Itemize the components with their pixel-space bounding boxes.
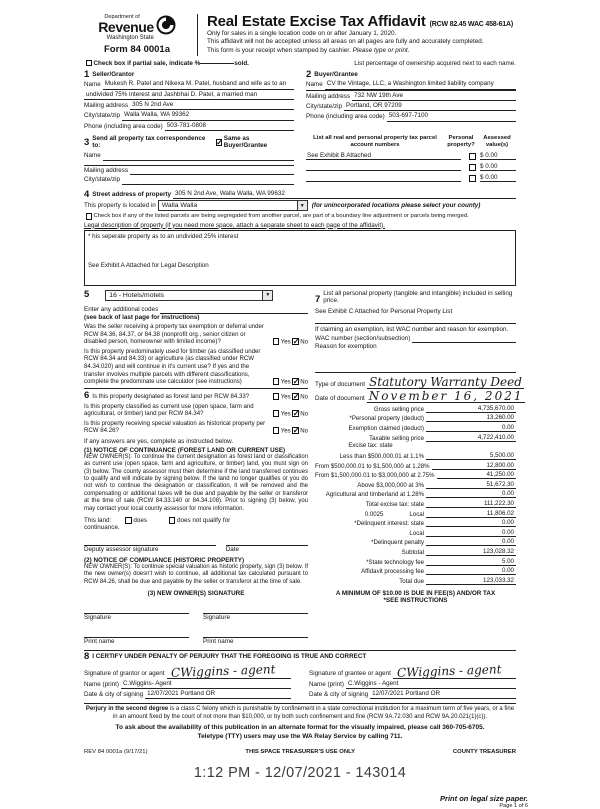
- street-address-label: Street address of property: [92, 190, 172, 198]
- parcel-col1-header: List all real and personal property tax parcel account numbers: [313, 135, 437, 149]
- deputy-signature-input[interactable]: [84, 538, 216, 546]
- partial-sale-label: Check box if partial sale, indicate %: [93, 59, 201, 67]
- alternate-format-notice: To ask about the availability of this publication in an alternate format for the visually impaired, please call 360-705-6705. Teletype (TTY) users may use the WA Relay Service by calling 711.: [115, 724, 485, 740]
- corr-mailing-label: Mailing address: [84, 166, 129, 174]
- parcel-personal-checkbox[interactable]: [469, 175, 476, 182]
- timber-yes-checkbox[interactable]: [273, 378, 280, 385]
- buyer-name-label: Name: [306, 81, 323, 89]
- buyer-phone-input[interactable]: 503-697-7100: [387, 111, 516, 121]
- parcel-personal-checkbox[interactable]: [469, 164, 476, 171]
- parcel-table: [306, 135, 516, 184]
- wac-number-input[interactable]: [412, 342, 516, 343]
- agency-logo-block: [84, 14, 190, 56]
- segregated-label: Check box if any of the listed parcels are being segregated from another parcel, are part of a boundary line adjustment or parcels being merged.: [93, 213, 469, 220]
- question-forest-land: 6 Is this property designated as forest land per RCW 84.33? Yes ✓ No: [84, 391, 308, 401]
- affidavit-form-page: [84, 0, 528, 809]
- buyer-city-label: City/state/zip: [306, 103, 343, 111]
- notice-continuance-body: NEW OWNER(S): To continue the current designation as forest land or classification as current use (open space, farm and agriculture, or timber) land, you must sign on (3) below. The county assessor must then determine if the land transferred continues to qualify and will indicate by signing below. If the land no longer qualifies or you do not wish to continue the designation or classification, it will be removed and the compensating or additional taxes will be due and payable by the seller or transferor at the time of sale (RCW 84.33.140 or 84.34.108). Prior to signing (3) below, you may contact your local county assessor for more information.: [84, 453, 308, 512]
- form-subtitle-3: This form is your receipt when stamped by cashier. Please type or print.: [207, 47, 410, 55]
- same-as-buyer-label: Same as Buyer/Grantee: [223, 135, 268, 150]
- form-header: [84, 14, 516, 56]
- buyer-city-input[interactable]: Portland, OR 97209: [344, 101, 516, 111]
- if-yes-note: If any answers are yes, complete as instructed below.: [84, 437, 234, 445]
- parcel-row: [306, 149, 516, 160]
- wac-number-label: WAC number (section/subsection): [315, 334, 411, 342]
- claiming-exemption-note: If claiming an exemption, list WAC number and reason for exemption.: [315, 325, 509, 333]
- fee-row-total-state: Total excise tax: state 111,222.30: [365, 500, 514, 509]
- grantee-date-city-input[interactable]: 12/07/2021 Portland OR: [370, 689, 516, 699]
- form-subtitle-2: This affidavit will not be accepted unless all areas on all pages are fully and accurately completed.: [207, 38, 484, 46]
- additional-codes-label: Enter any additional codes: [84, 305, 159, 313]
- fee-value[interactable]: 5.00: [440, 558, 516, 566]
- parcel-assessed-value[interactable]: $ 0.00: [480, 174, 516, 182]
- section-5-number: 5: [84, 289, 90, 301]
- seller-mailing-input[interactable]: 305 N 2nd Ave: [130, 100, 294, 110]
- fee-row-tier1: Less than $500,000.01 at 1.1% 5,500.00: [339, 452, 514, 461]
- seller-phone-label: Phone (including area code): [84, 122, 163, 130]
- parcel-account-input[interactable]: [306, 181, 461, 182]
- new-owner-signature-heading: (3) NEW OWNER(S) SIGNATURE: [147, 590, 245, 598]
- section-1-title: Seller/Grantor: [92, 70, 135, 78]
- fee-row-taxable: Taxable selling price 4,722,410.00: [369, 433, 514, 442]
- does-not-label: does not qualify for: [176, 516, 231, 524]
- see-instructions-note: *SEE INSTRUCTIONS: [383, 596, 448, 604]
- fee-row-local: 0.0025 Local 11,806.02: [364, 509, 514, 518]
- corr-mailing-input[interactable]: [130, 174, 294, 175]
- current-use-yes-checkbox[interactable]: [273, 410, 280, 417]
- fee-value[interactable]: 4,735,670.00: [440, 405, 516, 413]
- fee-value[interactable]: 0.00: [440, 567, 516, 575]
- seller-name-input-line2[interactable]: undivided 75% interest and Jashbhai D. Patel, a married man: [84, 90, 294, 100]
- signature-label: Signature: [203, 614, 230, 622]
- exemption-no-checkbox[interactable]: [292, 338, 299, 345]
- section-1-seller: [84, 70, 294, 132]
- codes-instructions-note: (see back of last page for instructions): [84, 314, 200, 322]
- exhibit-c-note: See Exhibit C Attached for Personal Property List: [315, 307, 453, 315]
- segregated-checkbox[interactable]: [86, 213, 93, 220]
- partial-sale-row: [84, 60, 516, 67]
- historic-no-checkbox[interactable]: [292, 427, 299, 434]
- parcel-personal-checkbox[interactable]: [469, 153, 476, 160]
- ownership-note: List percentage of ownership acquired next to each name.: [354, 59, 516, 67]
- print-name-label: Print name: [84, 638, 115, 646]
- certify-statement: I CERTIFY UNDER PENALTY OF PERJURY THAT THE FOREGOING IS TRUE AND CORRECT: [92, 653, 367, 661]
- section-8-certification: [84, 650, 516, 699]
- seller-mailing-label: Mailing address: [84, 102, 129, 110]
- revenue-logo-icon: [156, 15, 176, 35]
- buyer-mailing-input[interactable]: 732 NW 19th Ave: [352, 91, 516, 101]
- does-checkbox[interactable]: [125, 517, 132, 524]
- new-owner-signature-input-2[interactable]: [203, 606, 308, 614]
- form-number: Form 84 0001a: [103, 44, 170, 55]
- seller-phone-input[interactable]: 503-781-0808: [165, 121, 294, 131]
- page-number: Page 1 of 6: [499, 803, 528, 809]
- current-use-no-checkbox[interactable]: [292, 410, 299, 417]
- new-owner-printname-input-2[interactable]: [203, 630, 308, 638]
- fee-value[interactable]: 123,033.32: [440, 577, 516, 585]
- fee-value[interactable]: 0.00: [440, 424, 516, 432]
- partial-sale-percent-input[interactable]: [200, 63, 234, 64]
- county-dropdown-value: Walla Walla: [161, 202, 198, 210]
- does-label: does: [133, 516, 147, 524]
- fee-row-processing-fee: Affidavit processing fee 0.00: [361, 567, 514, 576]
- historic-yes-checkbox[interactable]: [273, 427, 280, 434]
- print-name-label: Print name: [203, 638, 234, 646]
- excise-tax-state-heading: Excise tax: state: [348, 441, 393, 449]
- parcel-account-input[interactable]: [306, 170, 461, 171]
- located-note: (for unincorporated locations please select your county): [311, 202, 481, 210]
- land-use-dropdown-value: 16 - Hotels/motels: [109, 291, 165, 299]
- section-2-title: Buyer/Grantee: [314, 70, 358, 78]
- county-dropdown[interactable]: [158, 200, 308, 211]
- grantee-name-print-input[interactable]: C.Wiggins - Agent: [346, 679, 516, 689]
- corr-name-input[interactable]: [103, 160, 294, 161]
- forest-yes-checkbox[interactable]: [273, 393, 280, 400]
- deputy-date-label: Date: [225, 545, 239, 553]
- new-owner-printname-input-1[interactable]: [84, 630, 189, 638]
- fee-value[interactable]: 111,222.30: [440, 500, 516, 508]
- section-7-number: 7: [315, 294, 321, 306]
- parcel-row: [306, 171, 516, 182]
- fee-row-personal-property: *Personal property (deduct) 13,260.00: [349, 414, 514, 423]
- partial-sale-suffix: sold.: [234, 59, 249, 67]
- grantee-name-print-label: Name (print): [309, 680, 344, 688]
- fee-row-tech-fee: *State technology fee 5.00: [366, 557, 514, 566]
- fee-row-delinquent-interest: *Delinquent interest: state 0.00: [354, 519, 514, 528]
- agency-name: Revenue: [98, 19, 154, 35]
- fee-value[interactable]: 12,800.00: [445, 462, 516, 470]
- treasurer-space-label: THIS SPACE TREASURER'S USE ONLY: [245, 749, 356, 756]
- fee-value[interactable]: 13,260.00: [440, 414, 516, 422]
- legal-description-box[interactable]: [84, 230, 516, 286]
- parcel-col2-header: Personal property?: [447, 135, 475, 149]
- grantor-date-city-input[interactable]: 12/07/2021 Portland OR: [145, 689, 291, 699]
- does-not-checkbox[interactable]: [169, 517, 176, 524]
- fee-value[interactable]: 0.00: [440, 529, 516, 537]
- section-2-number: 2: [306, 68, 312, 80]
- corr-city-input[interactable]: [122, 184, 294, 185]
- grantor-signature-input[interactable]: [167, 661, 291, 680]
- date-of-document-input[interactable]: November 16, 2021: [368, 389, 524, 404]
- grantor-date-city-label: Date & city of signing: [84, 691, 144, 699]
- minimum-due-note: A MINIMUM OF $10.00 IS DUE IN FEE(S) AND/OR TAX: [335, 589, 496, 597]
- local-rate-value: 0.0025: [364, 510, 384, 518]
- chevron-down-icon[interactable]: ▼: [262, 291, 272, 300]
- section-8-number: 8: [84, 651, 90, 663]
- type-of-document-input[interactable]: Statutory Warranty Deed: [369, 375, 522, 390]
- buyer-name-input[interactable]: CV the Vintage, LLC, a Washington limited liability company: [325, 79, 516, 89]
- corr-name-label: Name: [84, 152, 101, 160]
- grantee-signature-input[interactable]: [393, 661, 516, 680]
- parcel-assessed-value[interactable]: $ 0.00: [480, 163, 516, 171]
- question-historic: Is this property receiving special valuation as historical property per RCW 84.26? Yes ✓ No: [84, 420, 308, 435]
- deputy-date-input[interactable]: [226, 538, 308, 546]
- grantee-signature-label: Signature of grantee or agent: [309, 670, 391, 678]
- section-5-header: [84, 290, 308, 301]
- partial-sale-checkbox[interactable]: [86, 60, 93, 67]
- fee-row-tier3: From $1,500,000.01 to $3,000,000 at 2.75% 41,250.00: [315, 471, 514, 480]
- county-treasurer-label: COUNTY TREASURER: [452, 749, 516, 756]
- exemption-yes-checkbox[interactable]: [273, 338, 280, 345]
- fee-row-tier2: From $500,000.01 to $1,500,000 at 1.28% 12,800.00: [315, 461, 514, 470]
- deputy-signature-label: Deputy assessor signature: [84, 545, 159, 553]
- seller-city-input[interactable]: Walla Walla, WA 99362: [122, 110, 294, 120]
- street-address-input[interactable]: 305 N 2nd Ave, Walla Walla, WA 99632: [173, 189, 363, 199]
- fee-row-subtotal: Subtotal 123,028.32: [401, 548, 514, 557]
- section-6-number: 6: [84, 389, 90, 401]
- grantee-date-city-label: Date & city of signing: [309, 691, 369, 699]
- same-as-buyer-checkbox[interactable]: [216, 139, 223, 146]
- parcel-assessed-value[interactable]: $ 0.00: [480, 152, 516, 160]
- seller-city-label: City/state/zip: [84, 112, 121, 120]
- continuance-label: continuance.: [84, 523, 120, 531]
- buyer-phone-label: Phone (including area code): [306, 113, 385, 121]
- buyer-mailing-label: Mailing address: [306, 92, 351, 100]
- cashier-timestamp: 1:12 PM - 12/07/2021 - 143014: [193, 765, 407, 782]
- type-of-document-label: Type of document: [315, 380, 366, 388]
- fee-value[interactable]: 51,672.30: [440, 481, 516, 489]
- perjury-notice: Perjury in the second degree is a class C felony which is punishable by confinement in a state correctional institution for a maximum term of five years, or a fine in an amount fixed by the court of not more than $10,000, or by both such confinement and fine (RCW 9A.72.030 and RCW 9A.20.021(1)(c)).: [84, 703, 516, 721]
- parcel-col3-header: Assessed value(s): [483, 135, 511, 149]
- grantor-signature-label: Signature of grantor or agent: [84, 670, 165, 678]
- section-4-number: 4: [84, 188, 90, 200]
- legal-description-line1: * his seperate property as to an undivided 25% interest: [88, 232, 239, 240]
- fee-value[interactable]: 41,250.00: [449, 471, 516, 479]
- fee-row-exemption: Exemption claimed (deduct) 0.00: [348, 423, 514, 432]
- date-of-document-label: Date of document: [315, 394, 365, 402]
- fee-value[interactable]: 0.00: [440, 519, 516, 527]
- question-current-use: Is this property classified as current use (open space, farm and agricultural, or timber) land per RCW 84.34? Yes ✓ No: [84, 403, 308, 418]
- located-in-label: This property is located in: [84, 202, 156, 210]
- grantor-name-print-label: Name (print): [84, 680, 119, 688]
- corr-city-label: City/state/zip: [84, 176, 121, 184]
- reason-exemption-label: Reason for exemption: [315, 343, 377, 351]
- grantor-name-print-input[interactable]: C.Wiggins- Agent: [121, 679, 291, 689]
- print-legal-note: Print on legal size paper.: [440, 794, 528, 804]
- street-address-fill: [363, 191, 516, 199]
- legal-description-label: Legal description of property (if you need more space, attach a separate sheet to each page of the affidavit).: [84, 221, 385, 229]
- fee-value[interactable]: 123,028.32: [440, 548, 516, 556]
- form-subtitle-1: Only for sales in a single location code on or after January 1, 2020.: [207, 29, 397, 37]
- section-2-buyer: [306, 70, 516, 132]
- section-3-number: 3: [84, 136, 90, 148]
- chevron-down-icon[interactable]: ▼: [297, 201, 307, 210]
- fee-row-gross: Gross selling price 4,735,670.00: [373, 404, 514, 413]
- section-3-intro: Send all property tax correspondence to:: [92, 135, 206, 150]
- this-land-label: This land:: [84, 516, 112, 524]
- question-timber: Is this property predominately used for timber (as classified under RCW 84.34 and 84.33) or agriculture (as classified under RCW 84.34.020) and will continue in it's current use? If yes and the transfer involves multiple parcels with different classifications, complete the predominate use calculator (see instructions) Yes ✓ No: [84, 348, 308, 386]
- section-7-header: [315, 290, 516, 305]
- fee-row-agricultural: Agricultural and timberland at 1.28% 0.00: [325, 490, 514, 499]
- timber-no-checkbox[interactable]: [292, 378, 299, 385]
- this-land-row: [84, 517, 308, 524]
- section-1-number: 1: [84, 68, 90, 80]
- fee-row-delinquent-local: Local 0.00: [409, 528, 514, 537]
- new-owner-signature-input-1[interactable]: [84, 606, 189, 614]
- agency-sub-label: Washington State: [106, 35, 154, 41]
- form-title: Real Estate Excise Tax Affidavit (RCW 82.45 WAC 458-61A): [207, 13, 513, 30]
- land-use-dropdown[interactable]: [105, 290, 273, 301]
- notice-continuance-heading: (1) NOTICE OF CONTINUANCE (FOREST LAND OR CURRENT USE): [84, 446, 286, 454]
- fee-value[interactable]: 4,722,410.00: [440, 434, 516, 442]
- fee-row-delinquent-penalty: *Delinquent penalty 0.00: [371, 538, 514, 547]
- fee-row-total-due: Total due 123,033.32: [399, 576, 514, 585]
- agency-dept-label: Department of: [104, 14, 140, 20]
- section-4-property: [84, 189, 516, 286]
- seller-name-input[interactable]: Mukesh R. Patel and Nikexa M. Patel, husband and wife as to an: [103, 79, 294, 89]
- form-title-rcw: (RCW 82.45 WAC 458-61A): [429, 21, 513, 28]
- print-note-block: [440, 794, 528, 809]
- parcel-account-input[interactable]: See Exhibit B Attached: [306, 152, 461, 160]
- fee-value[interactable]: 11,806.02: [440, 510, 516, 518]
- fee-value[interactable]: 5,500.00: [440, 452, 516, 460]
- grantor-signature-handwriting: CWiggins - agent: [170, 661, 276, 680]
- rev-form-note: REV 84 0001a (9/17/21): [84, 749, 148, 756]
- legal-description-line2: See Exhibit A Attached for Legal Description: [88, 261, 209, 269]
- parcel-row: [306, 160, 516, 171]
- section-7-intro: List all personal property (tangible and intangible) included in selling price.: [323, 289, 513, 305]
- fee-row-tier4: Above $3,000,000 at 3% 51,672.30: [357, 480, 514, 489]
- fee-value[interactable]: 0.00: [440, 490, 516, 498]
- section-3-correspondence: [84, 135, 294, 184]
- forest-no-checkbox[interactable]: [292, 393, 299, 400]
- signature-label: Signature: [84, 614, 111, 622]
- footer-row: [84, 749, 516, 755]
- seller-name-label: Name: [84, 81, 101, 89]
- notice-compliance-body: NEW OWNER(S): To continue special valuation as historic property, sign (3) below. If the new owner(s) doesn't wish to continue, all additional tax calculated pursuant to RCW 84.26, shall be due and payable by the seller or transferor at the time of sale.: [84, 563, 308, 585]
- fee-value[interactable]: 0.00: [440, 538, 516, 546]
- question-exemption: Was the seller receiving a property tax exemption or deferral under RCW 84.36, 84.37, or 84.38 (nonprofit org., senior citizen or disabled person, homeowner with limited income)? Yes ✓ No: [84, 323, 308, 346]
- header-divider: [197, 14, 198, 56]
- notice-compliance-heading: (2) NOTICE OF COMPLIANCE (HISTORIC PROPERTY): [84, 556, 245, 564]
- grantee-signature-handwriting: CWiggins - agent: [396, 661, 502, 680]
